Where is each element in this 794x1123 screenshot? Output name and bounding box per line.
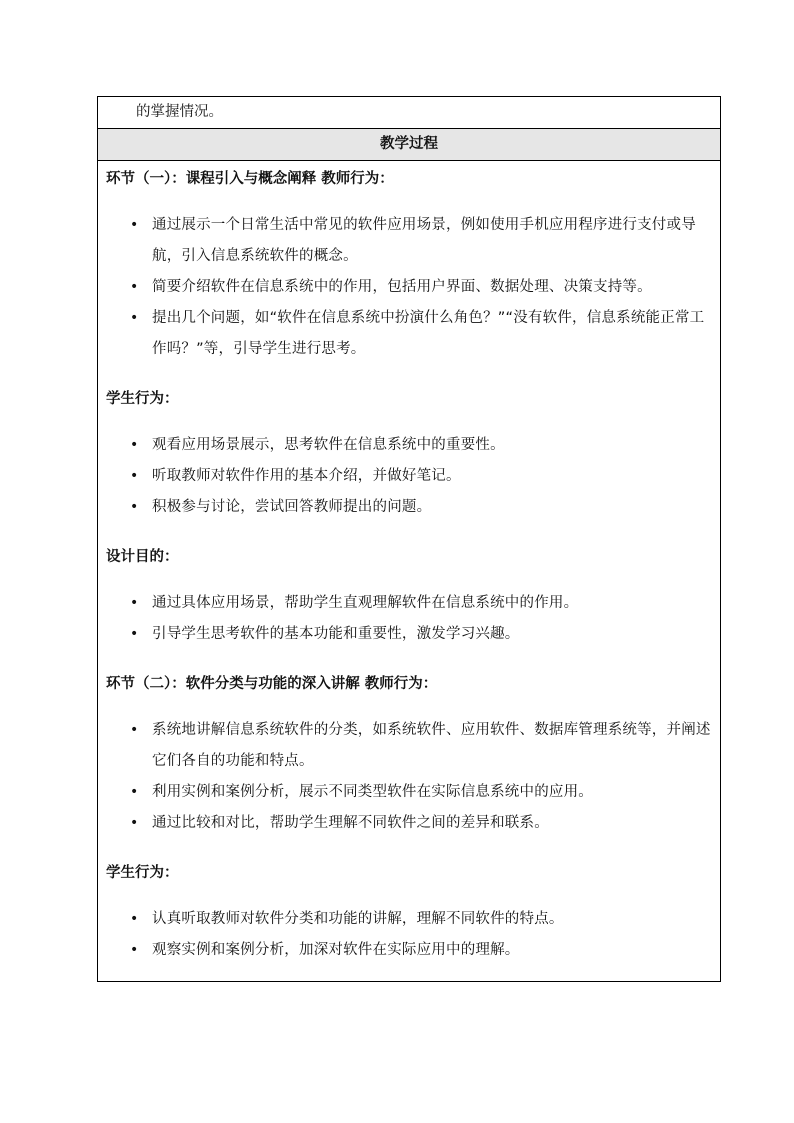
- bullet-icon: •: [130, 722, 139, 738]
- list-item: • 听取教师对软件作用的基本介绍，并做好笔记。: [106, 461, 712, 492]
- list-item: • 系统地讲解信息系统软件的分类，如系统软件、应用软件、数据库管理系统等，并阐述它们各自的功能和特点。: [106, 715, 712, 777]
- list-item: • 积极参与讨论，尝试回答教师提出的问题。: [106, 492, 712, 523]
- list-item: • 通过展示一个日常生活中常见的软件应用场景，例如使用手机应用程序进行支付或导航，引入信息系统软件的概念。: [106, 210, 712, 272]
- bullet-list: [106, 588, 712, 650]
- bullet-list: [106, 210, 712, 365]
- list-item: • 提出几个问题，如“软件在信息系统中扮演什么角色？”“没有软件，信息系统能正常工作吗？”等，引导学生进行思考。: [106, 303, 712, 365]
- bullet-icon: •: [130, 499, 139, 515]
- section-heading: 环节（二）：软件分类与功能的深入讲解 教师行为：: [106, 676, 438, 692]
- bullet-list: [106, 430, 712, 523]
- bullet-icon: •: [130, 468, 139, 484]
- list-item: • 通过比较和对比，帮助学生理解不同软件之间的差异和联系。: [106, 808, 712, 839]
- list-item: • 认真听取教师对软件分类和功能的讲解，理解不同软件的特点。: [106, 904, 712, 935]
- bullet-icon: •: [130, 784, 139, 800]
- section-heading: 设计目的：: [106, 549, 179, 565]
- bullet-icon: •: [130, 595, 139, 611]
- list-item: • 观看应用场景展示，思考软件在信息系统中的重要性。: [106, 430, 712, 461]
- bullet-icon: •: [130, 437, 139, 453]
- bullet-icon: •: [130, 911, 139, 927]
- continued-text: 的掌握情况。: [98, 97, 720, 129]
- list-item: • 简要介绍软件在信息系统中的作用，包括用户界面、数据处理、决策支持等。: [106, 272, 712, 303]
- bullet-icon: •: [130, 217, 139, 233]
- table-content: [98, 169, 720, 966]
- bullet-list: [106, 904, 712, 966]
- list-item: • 利用实例和案例分析，展示不同类型软件在实际信息系统中的应用。: [106, 777, 712, 808]
- section-heading: 学生行为：: [106, 865, 179, 881]
- bullet-icon: •: [130, 626, 139, 642]
- section-heading: 学生行为：: [106, 391, 179, 407]
- bullet-icon: •: [130, 942, 139, 958]
- lesson-table: [97, 96, 721, 982]
- list-item: • 通过具体应用场景，帮助学生直观理解软件在信息系统中的作用。: [106, 588, 712, 619]
- bullet-list: [106, 715, 712, 839]
- bullet-icon: •: [130, 279, 139, 295]
- bullet-icon: •: [130, 310, 139, 326]
- list-item: • 观察实例和案例分析，加深对软件在实际应用中的理解。: [106, 935, 712, 966]
- section-header: 教学过程: [98, 129, 720, 161]
- section-heading: 环节（一）：课程引入与概念阐释 教师行为：: [106, 171, 394, 187]
- list-item: • 引导学生思考软件的基本功能和重要性，激发学习兴趣。: [106, 619, 712, 650]
- bullet-icon: •: [130, 815, 139, 831]
